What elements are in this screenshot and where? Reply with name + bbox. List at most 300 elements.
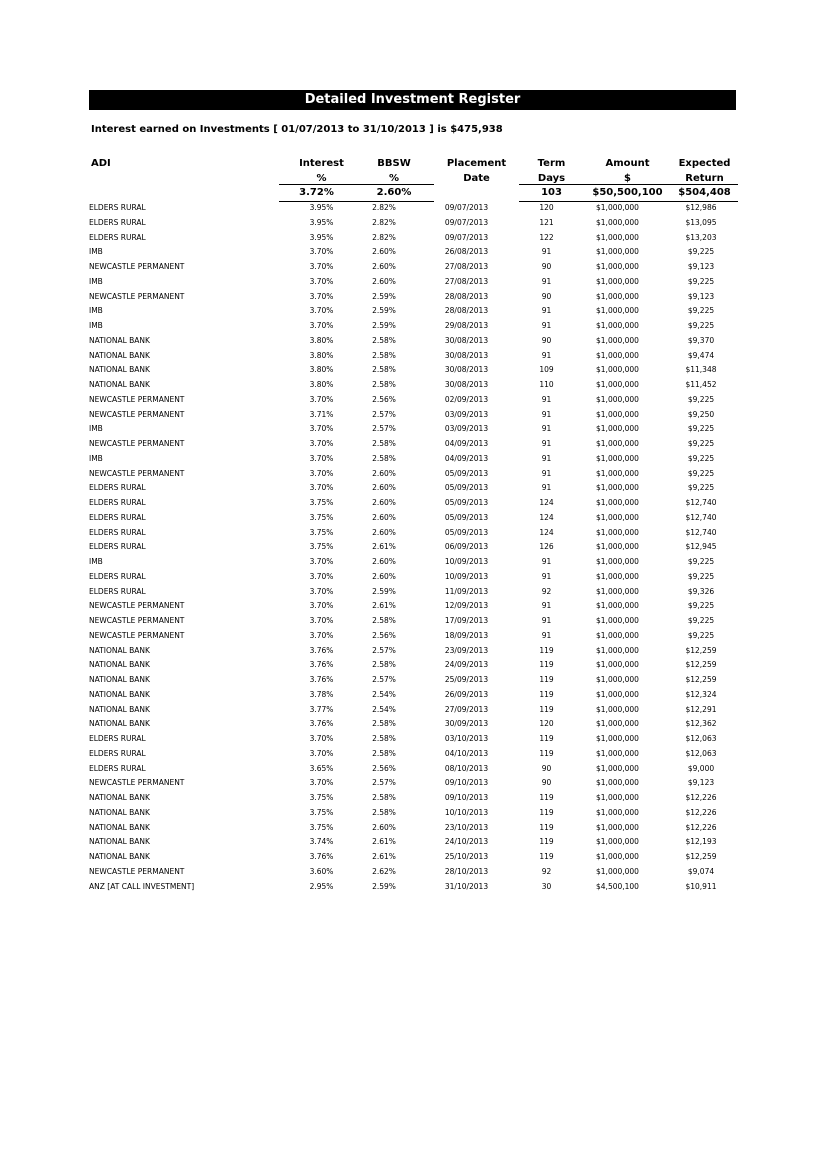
term-days-cell: 91 <box>541 483 552 493</box>
adi-cell: IMB <box>89 306 103 316</box>
amount-cell: $1,000,000 <box>596 483 639 493</box>
adi-cell: NATIONAL BANK <box>89 335 150 345</box>
interest-cell: 3.70% <box>309 321 334 330</box>
expected-return-cell: $12,226 <box>685 807 717 817</box>
page-title: Detailed Investment Register <box>89 90 736 110</box>
adi-cell: NEWCASTLE PERMANENT <box>89 394 185 404</box>
table-row <box>89 511 741 526</box>
amount-cell: $1,000,000 <box>596 557 639 566</box>
expected-return-cell: $9,250 <box>687 409 715 419</box>
table-row <box>89 526 741 541</box>
header-expected-line1: Expected <box>678 158 731 169</box>
adi-cell: NEWCASTLE PERMANENT <box>89 630 185 640</box>
term-days-cell: 91 <box>541 321 552 330</box>
bbsw-cell: 2.60% <box>372 247 396 257</box>
table-row <box>89 717 741 732</box>
expected-return-cell: $9,123 <box>687 291 715 301</box>
term-days-cell: 91 <box>541 424 552 434</box>
expected-return-cell: $10,911 <box>685 881 717 891</box>
interest-cell: 3.70% <box>309 439 334 448</box>
bbsw-cell: 2.58% <box>372 719 396 729</box>
adi-cell: NATIONAL BANK <box>89 365 150 375</box>
header-amount-line1: Amount <box>605 158 650 169</box>
amount-cell: $4,500,100 <box>596 881 639 891</box>
interest-cell: 3.70% <box>309 557 334 566</box>
table-row <box>89 452 741 467</box>
header-expected-line2: Return <box>685 173 724 184</box>
placement-date-cell: 28/10/2013 <box>444 866 489 876</box>
table-row <box>89 378 741 393</box>
interest-cell: 3.75% <box>309 793 334 802</box>
expected-return-cell: $9,225 <box>687 468 715 478</box>
interest-cell: 3.70% <box>309 630 334 640</box>
expected-return-cell: $12,291 <box>685 704 717 714</box>
bbsw-cell: 2.61% <box>372 601 396 611</box>
term-days-cell: 91 <box>541 468 552 478</box>
adi-cell: NATIONAL BANK <box>89 807 150 817</box>
adi-cell: ELDERS RURAL <box>89 512 146 522</box>
expected-return-cell: $12,945 <box>685 542 717 552</box>
placement-date-cell: 10/10/2013 <box>444 807 489 817</box>
header-amount <box>584 156 671 186</box>
table-row <box>89 467 741 482</box>
amount-cell: $1,000,000 <box>596 468 639 478</box>
bbsw-cell: 2.56% <box>372 630 396 640</box>
term-days-cell: 124 <box>539 527 554 537</box>
term-days-cell: 126 <box>539 542 554 552</box>
expected-return-cell: $9,225 <box>687 321 715 330</box>
term-days-cell: 119 <box>539 822 554 832</box>
term-days-cell: 90 <box>541 763 552 773</box>
placement-date-cell: 05/09/2013 <box>444 512 489 522</box>
adi-cell: IMB <box>89 247 103 257</box>
amount-cell: $1,000,000 <box>596 645 639 655</box>
bbsw-cell: 2.56% <box>372 394 396 404</box>
adi-cell: NEWCASTLE PERMANENT <box>89 468 185 478</box>
adi-cell: ELDERS RURAL <box>89 217 146 227</box>
bbsw-cell: 2.58% <box>372 660 396 670</box>
bbsw-cell: 2.59% <box>372 306 396 316</box>
amount-cell: $1,000,000 <box>596 793 639 802</box>
bbsw-cell: 2.60% <box>372 571 396 581</box>
table-row <box>89 835 741 850</box>
adi-cell: NATIONAL BANK <box>89 822 150 832</box>
bbsw-cell: 2.82% <box>372 232 396 242</box>
amount-cell: $1,000,000 <box>596 203 639 212</box>
interest-cell: 3.95% <box>309 217 334 227</box>
expected-return-cell: $12,362 <box>685 719 717 729</box>
adi-cell: NATIONAL BANK <box>89 660 150 670</box>
placement-date-cell: 05/09/2013 <box>444 468 489 478</box>
interest-cell: 3.80% <box>309 380 334 389</box>
table-row <box>89 762 741 777</box>
expected-return-cell: $9,225 <box>687 616 715 625</box>
adi-cell: IMB <box>89 557 103 566</box>
placement-date-cell: 27/08/2013 <box>444 262 489 271</box>
term-days-cell: 120 <box>539 719 554 729</box>
interest-cell: 3.80% <box>309 350 334 360</box>
adi-cell: NATIONAL BANK <box>89 793 150 802</box>
table-row <box>89 644 741 659</box>
amount-cell: $1,000,000 <box>596 734 639 743</box>
adi-cell: NATIONAL BANK <box>89 719 150 729</box>
bbsw-cell: 2.57% <box>372 424 396 434</box>
term-days-cell: 91 <box>541 571 552 581</box>
amount-cell: $1,000,000 <box>596 778 639 788</box>
term-days-cell: 91 <box>541 409 552 419</box>
expected-return-cell: $12,063 <box>685 734 717 743</box>
expected-return-cell: $9,074 <box>687 866 715 876</box>
table-row <box>89 732 741 747</box>
expected-return-cell: $9,225 <box>687 306 715 316</box>
expected-return-cell: $12,740 <box>685 498 717 507</box>
header-term <box>519 156 584 186</box>
expected-return-cell: $9,225 <box>687 483 715 493</box>
interest-cell: 3.76% <box>309 719 334 729</box>
expected-return-cell: $9,225 <box>687 601 715 611</box>
term-days-cell: 91 <box>541 394 552 404</box>
term-days-cell: 119 <box>539 704 554 714</box>
table-row <box>89 880 741 895</box>
term-days-cell: 119 <box>539 645 554 655</box>
placement-date-cell: 10/09/2013 <box>444 571 489 581</box>
placement-date-cell: 26/08/2013 <box>444 247 489 257</box>
bbsw-cell: 2.58% <box>372 734 396 743</box>
expected-return-cell: $13,203 <box>685 232 717 242</box>
table-row <box>89 496 741 511</box>
table-row <box>89 821 741 836</box>
amount-cell: $1,000,000 <box>596 866 639 876</box>
table-row <box>89 629 741 644</box>
table-row <box>89 334 741 349</box>
bbsw-cell: 2.58% <box>372 380 396 389</box>
header-term-line1: Term <box>537 158 566 169</box>
table-row <box>89 614 741 629</box>
expected-return-cell: $9,225 <box>687 247 715 257</box>
table-row <box>89 599 741 614</box>
bbsw-cell: 2.60% <box>372 512 396 522</box>
placement-date-cell: 02/09/2013 <box>444 394 489 404</box>
expected-return-cell: $12,259 <box>685 645 717 655</box>
adi-cell: IMB <box>89 453 103 463</box>
term-days-cell: 91 <box>541 601 552 611</box>
adi-cell: IMB <box>89 321 103 330</box>
term-days-cell: 91 <box>541 276 552 286</box>
term-days-cell: 91 <box>541 350 552 360</box>
expected-return-cell: $12,259 <box>685 660 717 670</box>
term-days-cell: 119 <box>539 807 554 817</box>
amount-cell: $1,000,000 <box>596 542 639 552</box>
interest-cell: 3.75% <box>309 822 334 832</box>
amount-cell: $1,000,000 <box>596 822 639 832</box>
placement-date-cell: 28/08/2013 <box>444 291 489 301</box>
placement-date-cell: 26/09/2013 <box>444 689 489 699</box>
amount-cell: $1,000,000 <box>596 689 639 699</box>
placement-date-cell: 05/09/2013 <box>444 483 489 493</box>
header-interest-line2: % <box>316 173 327 184</box>
amount-cell: $1,000,000 <box>596 424 639 434</box>
interest-cell: 3.70% <box>309 394 334 404</box>
interest-cell: 3.75% <box>309 527 334 537</box>
placement-date-cell: 04/09/2013 <box>444 453 489 463</box>
interest-cell: 3.70% <box>309 601 334 611</box>
placement-date-cell: 17/09/2013 <box>444 616 489 625</box>
expected-return-cell: $12,226 <box>685 793 717 802</box>
bbsw-cell: 2.59% <box>372 586 396 596</box>
placement-date-cell: 03/09/2013 <box>444 424 489 434</box>
bbsw-cell: 2.57% <box>372 409 396 419</box>
bbsw-cell: 2.58% <box>372 807 396 817</box>
header-bbsw-line1: BBSW <box>377 158 411 169</box>
interest-cell: 3.75% <box>309 542 334 552</box>
bbsw-cell: 2.60% <box>372 822 396 832</box>
expected-return-cell: $12,226 <box>685 822 717 832</box>
header-expected <box>671 156 738 186</box>
table-row <box>89 806 741 821</box>
header-adi <box>91 156 111 171</box>
term-days-cell: 120 <box>539 203 554 212</box>
term-days-cell: 119 <box>539 793 554 802</box>
adi-cell: ELDERS RURAL <box>89 734 146 743</box>
adi-cell: NATIONAL BANK <box>89 645 150 655</box>
expected-return-cell: $13,095 <box>685 217 717 227</box>
adi-cell: NEWCASTLE PERMANENT <box>89 262 185 271</box>
adi-cell: ELDERS RURAL <box>89 203 146 212</box>
table-row <box>89 260 741 275</box>
table-row <box>89 776 741 791</box>
header-amount-line2: $ <box>624 173 631 184</box>
amount-cell: $1,000,000 <box>596 527 639 537</box>
interest-cell: 3.70% <box>309 276 334 286</box>
adi-cell: NATIONAL BANK <box>89 704 150 714</box>
interest-cell: 3.80% <box>309 365 334 375</box>
total-interest: 3.72% <box>279 184 354 202</box>
adi-cell: ELDERS RURAL <box>89 763 146 773</box>
header-bbsw <box>354 156 434 186</box>
header-placement-line2: Date <box>463 173 490 184</box>
term-days-cell: 30 <box>541 881 552 891</box>
expected-return-cell: $9,225 <box>687 439 715 448</box>
term-days-cell: 91 <box>541 630 552 640</box>
placement-date-cell: 06/09/2013 <box>444 542 489 552</box>
interest-cell: 3.77% <box>309 704 334 714</box>
amount-cell: $1,000,000 <box>596 571 639 581</box>
placement-date-cell: 04/10/2013 <box>444 748 489 758</box>
adi-cell: ELDERS RURAL <box>89 232 146 242</box>
amount-cell: $1,000,000 <box>596 586 639 596</box>
adi-cell: NATIONAL BANK <box>89 350 150 360</box>
interest-cell: 3.70% <box>309 468 334 478</box>
bbsw-cell: 2.60% <box>372 483 396 493</box>
placement-date-cell: 24/09/2013 <box>444 660 489 670</box>
expected-return-cell: $12,740 <box>685 512 717 522</box>
bbsw-cell: 2.60% <box>372 468 396 478</box>
bbsw-cell: 2.60% <box>372 276 396 286</box>
adi-cell: NATIONAL BANK <box>89 689 150 699</box>
placement-date-cell: 11/09/2013 <box>444 586 489 596</box>
table-row <box>89 408 741 423</box>
expected-return-cell: $9,225 <box>687 394 715 404</box>
adi-cell: IMB <box>89 276 103 286</box>
table-row <box>89 850 741 865</box>
interest-cell: 3.74% <box>309 837 334 847</box>
header-interest <box>289 156 354 186</box>
bbsw-cell: 2.60% <box>372 262 396 271</box>
placement-date-cell: 27/09/2013 <box>444 704 489 714</box>
interest-cell: 3.75% <box>309 498 334 507</box>
amount-cell: $1,000,000 <box>596 763 639 773</box>
term-days-cell: 119 <box>539 837 554 847</box>
amount-cell: $1,000,000 <box>596 498 639 507</box>
bbsw-cell: 2.60% <box>372 527 396 537</box>
term-days-cell: 90 <box>541 335 552 345</box>
term-days-cell: 109 <box>539 365 554 375</box>
term-days-cell: 91 <box>541 306 552 316</box>
expected-return-cell: $9,225 <box>687 424 715 434</box>
table-row <box>89 791 741 806</box>
adi-cell: NEWCASTLE PERMANENT <box>89 291 185 301</box>
adi-cell: NEWCASTLE PERMANENT <box>89 439 185 448</box>
bbsw-cell: 2.61% <box>372 852 396 861</box>
amount-cell: $1,000,000 <box>596 453 639 463</box>
adi-cell: ELDERS RURAL <box>89 542 146 552</box>
interest-cell: 3.78% <box>309 689 334 699</box>
amount-cell: $1,000,000 <box>596 306 639 316</box>
bbsw-cell: 2.57% <box>372 645 396 655</box>
interest-cell: 3.70% <box>309 262 334 271</box>
interest-cell: 3.70% <box>309 483 334 493</box>
placement-date-cell: 29/08/2013 <box>444 321 489 330</box>
placement-date-cell: 04/09/2013 <box>444 439 489 448</box>
table-row <box>89 422 741 437</box>
bbsw-cell: 2.58% <box>372 748 396 758</box>
placement-date-cell: 03/09/2013 <box>444 409 489 419</box>
expected-return-cell: $11,452 <box>685 380 717 389</box>
placement-date-cell: 30/08/2013 <box>444 380 489 389</box>
placement-date-cell: 03/10/2013 <box>444 734 489 743</box>
header-adi-label: ADI <box>91 158 111 169</box>
bbsw-cell: 2.58% <box>372 365 396 375</box>
interest-cell: 3.70% <box>309 748 334 758</box>
table-row <box>89 319 741 334</box>
placement-date-cell: 18/09/2013 <box>444 630 489 640</box>
term-days-cell: 124 <box>539 498 554 507</box>
bbsw-cell: 2.82% <box>372 217 396 227</box>
amount-cell: $1,000,000 <box>596 660 639 670</box>
amount-cell: $1,000,000 <box>596 439 639 448</box>
interest-cell: 3.70% <box>309 778 334 788</box>
interest-cell: 3.70% <box>309 571 334 581</box>
adi-cell: ELDERS RURAL <box>89 527 146 537</box>
interest-cell: 3.70% <box>309 247 334 257</box>
bbsw-cell: 2.59% <box>372 881 396 891</box>
amount-cell: $1,000,000 <box>596 350 639 360</box>
amount-cell: $1,000,000 <box>596 365 639 375</box>
placement-date-cell: 09/10/2013 <box>444 793 489 802</box>
interest-cell: 3.60% <box>309 866 334 876</box>
amount-cell: $1,000,000 <box>596 748 639 758</box>
amount-cell: $1,000,000 <box>596 247 639 257</box>
expected-return-cell: $12,986 <box>685 203 717 212</box>
bbsw-cell: 2.62% <box>372 866 396 876</box>
placement-date-cell: 05/09/2013 <box>444 527 489 537</box>
bbsw-cell: 2.58% <box>372 439 396 448</box>
table-row <box>89 275 741 290</box>
table-row <box>89 703 741 718</box>
placement-date-cell: 30/08/2013 <box>444 350 489 360</box>
interest-cell: 3.76% <box>309 645 334 655</box>
table-row <box>89 245 741 260</box>
adi-cell: NEWCASTLE PERMANENT <box>89 616 185 625</box>
table-row <box>89 688 741 703</box>
placement-date-cell: 30/08/2013 <box>444 365 489 375</box>
header-placement <box>434 156 519 186</box>
term-days-cell: 124 <box>539 512 554 522</box>
interest-cell: 3.76% <box>309 852 334 861</box>
bbsw-cell: 2.54% <box>372 704 396 714</box>
bbsw-cell: 2.58% <box>372 793 396 802</box>
table-row <box>89 363 741 378</box>
term-days-cell: 91 <box>541 247 552 257</box>
bbsw-cell: 2.61% <box>372 837 396 847</box>
table-row <box>89 437 741 452</box>
placement-date-cell: 24/10/2013 <box>444 837 489 847</box>
placement-date-cell: 31/10/2013 <box>444 881 489 891</box>
table-row <box>89 673 741 688</box>
amount-cell: $1,000,000 <box>596 837 639 847</box>
table-row <box>89 393 741 408</box>
table-row <box>89 349 741 364</box>
term-days-cell: 91 <box>541 453 552 463</box>
bbsw-cell: 2.60% <box>372 498 396 507</box>
amount-cell: $1,000,000 <box>596 335 639 345</box>
adi-cell: ANZ [AT CALL INVESTMENT] <box>89 881 195 891</box>
amount-cell: $1,000,000 <box>596 601 639 611</box>
adi-cell: ELDERS RURAL <box>89 498 146 507</box>
placement-date-cell: 23/10/2013 <box>444 822 489 832</box>
expected-return-cell: $9,370 <box>687 335 715 345</box>
adi-cell: NEWCASTLE PERMANENT <box>89 866 185 876</box>
amount-cell: $1,000,000 <box>596 380 639 389</box>
bbsw-cell: 2.58% <box>372 335 396 345</box>
expected-return-cell: $9,326 <box>687 586 715 596</box>
investment-table-body <box>89 201 741 894</box>
table-row <box>89 304 741 319</box>
table-row <box>89 201 741 216</box>
term-days-cell: 90 <box>541 262 552 271</box>
header-bbsw-line2: % <box>388 173 400 184</box>
expected-return-cell: $9,225 <box>687 453 715 463</box>
table-row <box>89 865 741 880</box>
interest-cell: 3.70% <box>309 291 334 301</box>
amount-cell: $1,000,000 <box>596 807 639 817</box>
interest-cell: 3.70% <box>309 424 334 434</box>
term-days-cell: 110 <box>539 380 554 389</box>
expected-return-cell: $12,193 <box>685 837 717 847</box>
bbsw-cell: 2.58% <box>372 350 396 360</box>
placement-date-cell: 30/08/2013 <box>444 335 489 345</box>
expected-return-cell: $12,259 <box>685 675 717 684</box>
amount-cell: $1,000,000 <box>596 291 639 301</box>
interest-cell: 3.70% <box>309 453 334 463</box>
term-days-cell: 119 <box>539 675 554 684</box>
interest-cell: 3.80% <box>309 335 334 345</box>
adi-cell: ELDERS RURAL <box>89 586 146 596</box>
term-days-cell: 121 <box>539 217 554 227</box>
placement-date-cell: 12/09/2013 <box>444 601 489 611</box>
bbsw-cell: 2.59% <box>372 291 396 301</box>
expected-return-cell: $9,225 <box>687 557 715 566</box>
